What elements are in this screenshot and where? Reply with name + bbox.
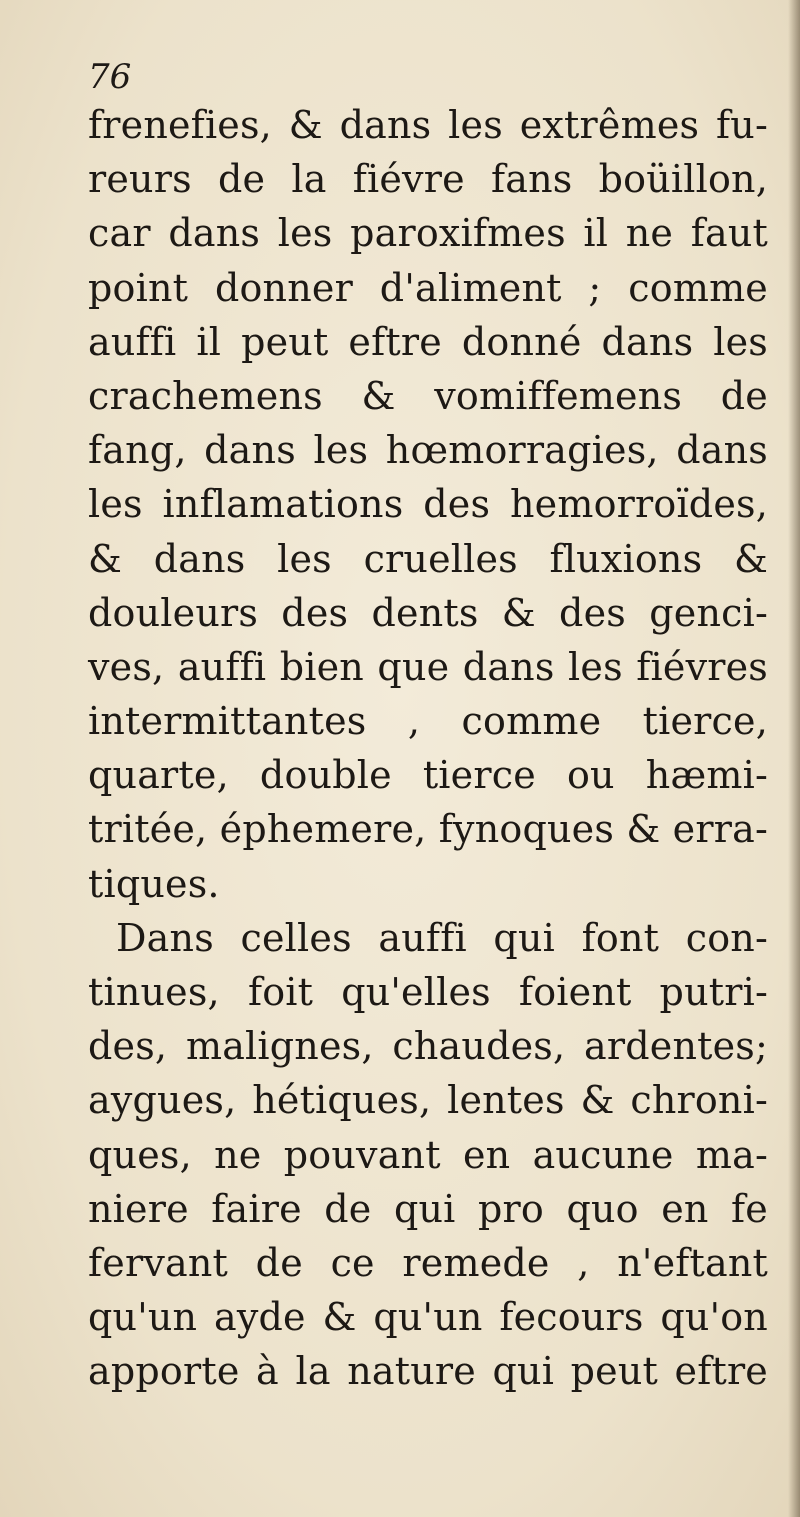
text-line: quarte, double tierce ou hæmi- — [88, 753, 768, 798]
page-edge-shadow — [788, 0, 800, 1517]
text-line: intermittantes , comme tierce, — [88, 699, 768, 744]
text-line: qu'un ayde & qu'un fecours qu'on — [88, 1295, 768, 1340]
text-line: crachemens & vomiffemens de — [88, 373, 768, 418]
text-line: apporte à la nature qui peut eftre — [88, 1349, 768, 1394]
text-line: point donner d'aliment ; comme — [88, 265, 768, 310]
text-line: fervant de ce remede , n'eftant — [88, 1240, 768, 1285]
text-line: & dans les cruelles fluxions & — [88, 536, 768, 581]
text-line: ves, auffi bien que dans les fiévres — [88, 644, 768, 689]
text-line: auffi il peut eftre donné dans les — [88, 319, 768, 364]
text-line: douleurs des dents & des genci- — [88, 590, 768, 635]
text-line: Dans celles auffi qui font con- — [116, 915, 768, 960]
text-line: frenefies, & dans les extrêmes fu- — [88, 103, 768, 147]
body-text — [88, 98, 768, 1399]
text-line: reurs de la fiévre fans boüillon, — [88, 157, 768, 202]
text-line: ques, ne pouvant en aucune ma- — [88, 1132, 768, 1177]
text-line: car dans les paroxifmes il ne faut — [88, 211, 768, 256]
page-number: 76 — [88, 57, 132, 97]
text-line: les inflamations des hemorroïdes, — [88, 482, 768, 527]
text-line: tritée, éphemere, fynoques & erra- — [88, 807, 768, 852]
text-line: des, malignes, chaudes, ardentes; — [88, 1024, 768, 1069]
text-line: niere faire de qui pro quo en fe — [88, 1186, 768, 1231]
text-line: fang, dans les hœmorragies, dans — [88, 428, 768, 473]
text-line: aygues, hétiques, lentes & chroni- — [88, 1078, 768, 1123]
text-line: tinues, foit qu'elles foient putri- — [88, 970, 768, 1014]
text-line: tiques. — [88, 861, 220, 906]
